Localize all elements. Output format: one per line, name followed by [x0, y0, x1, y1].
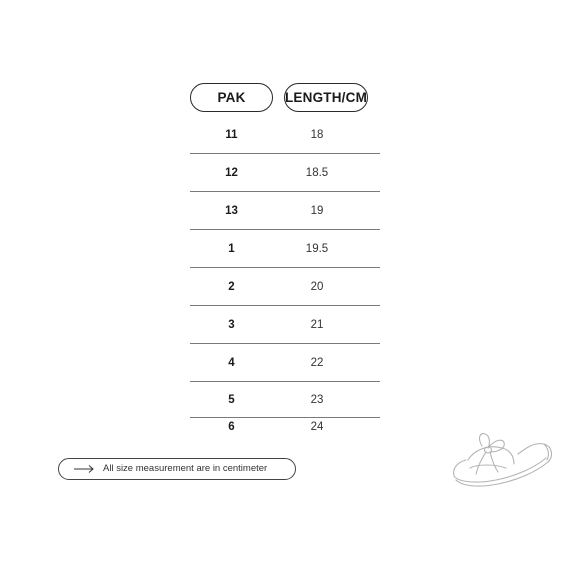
length-cell: 23: [310, 394, 324, 406]
table-row: [190, 192, 380, 230]
table-row: [190, 268, 380, 306]
table-row: [190, 418, 380, 440]
table-row: [190, 306, 380, 344]
measurement-note: [58, 458, 296, 480]
arrow-right-icon: [73, 464, 95, 474]
pak-size-cell: 13: [225, 205, 238, 217]
length-cell: 18: [310, 129, 324, 141]
pak-size-cell: 11: [225, 129, 238, 141]
length-cell: 19.5: [305, 243, 329, 255]
length-cell: 22: [310, 357, 324, 369]
length-column-header: LENGTH/CM: [284, 83, 368, 112]
length-cell: 21: [310, 319, 324, 331]
pak-column-header: PAK: [190, 83, 273, 112]
length-cell: 18.5: [305, 167, 329, 179]
table-row: [190, 230, 380, 268]
length-cell: 19: [310, 205, 324, 217]
pak-size-cell: 12: [225, 167, 238, 179]
pak-size-cell: 2: [228, 281, 235, 293]
table-row: [190, 154, 380, 192]
table-row: [190, 116, 380, 154]
pak-size-cell: 6: [228, 421, 235, 433]
measurement-note-text: All size measurement are in centimeter: [103, 463, 268, 474]
pak-size-cell: 1: [228, 243, 235, 255]
pak-size-cell: 4: [228, 357, 235, 369]
size-table: [190, 116, 380, 440]
pak-size-cell: 5: [228, 394, 235, 406]
table-row: [190, 344, 380, 382]
length-cell: 24: [310, 421, 324, 433]
length-cell: 20: [310, 281, 324, 293]
sandal-icon: [448, 424, 558, 496]
pak-size-cell: 3: [228, 319, 235, 331]
table-row: [190, 382, 380, 418]
